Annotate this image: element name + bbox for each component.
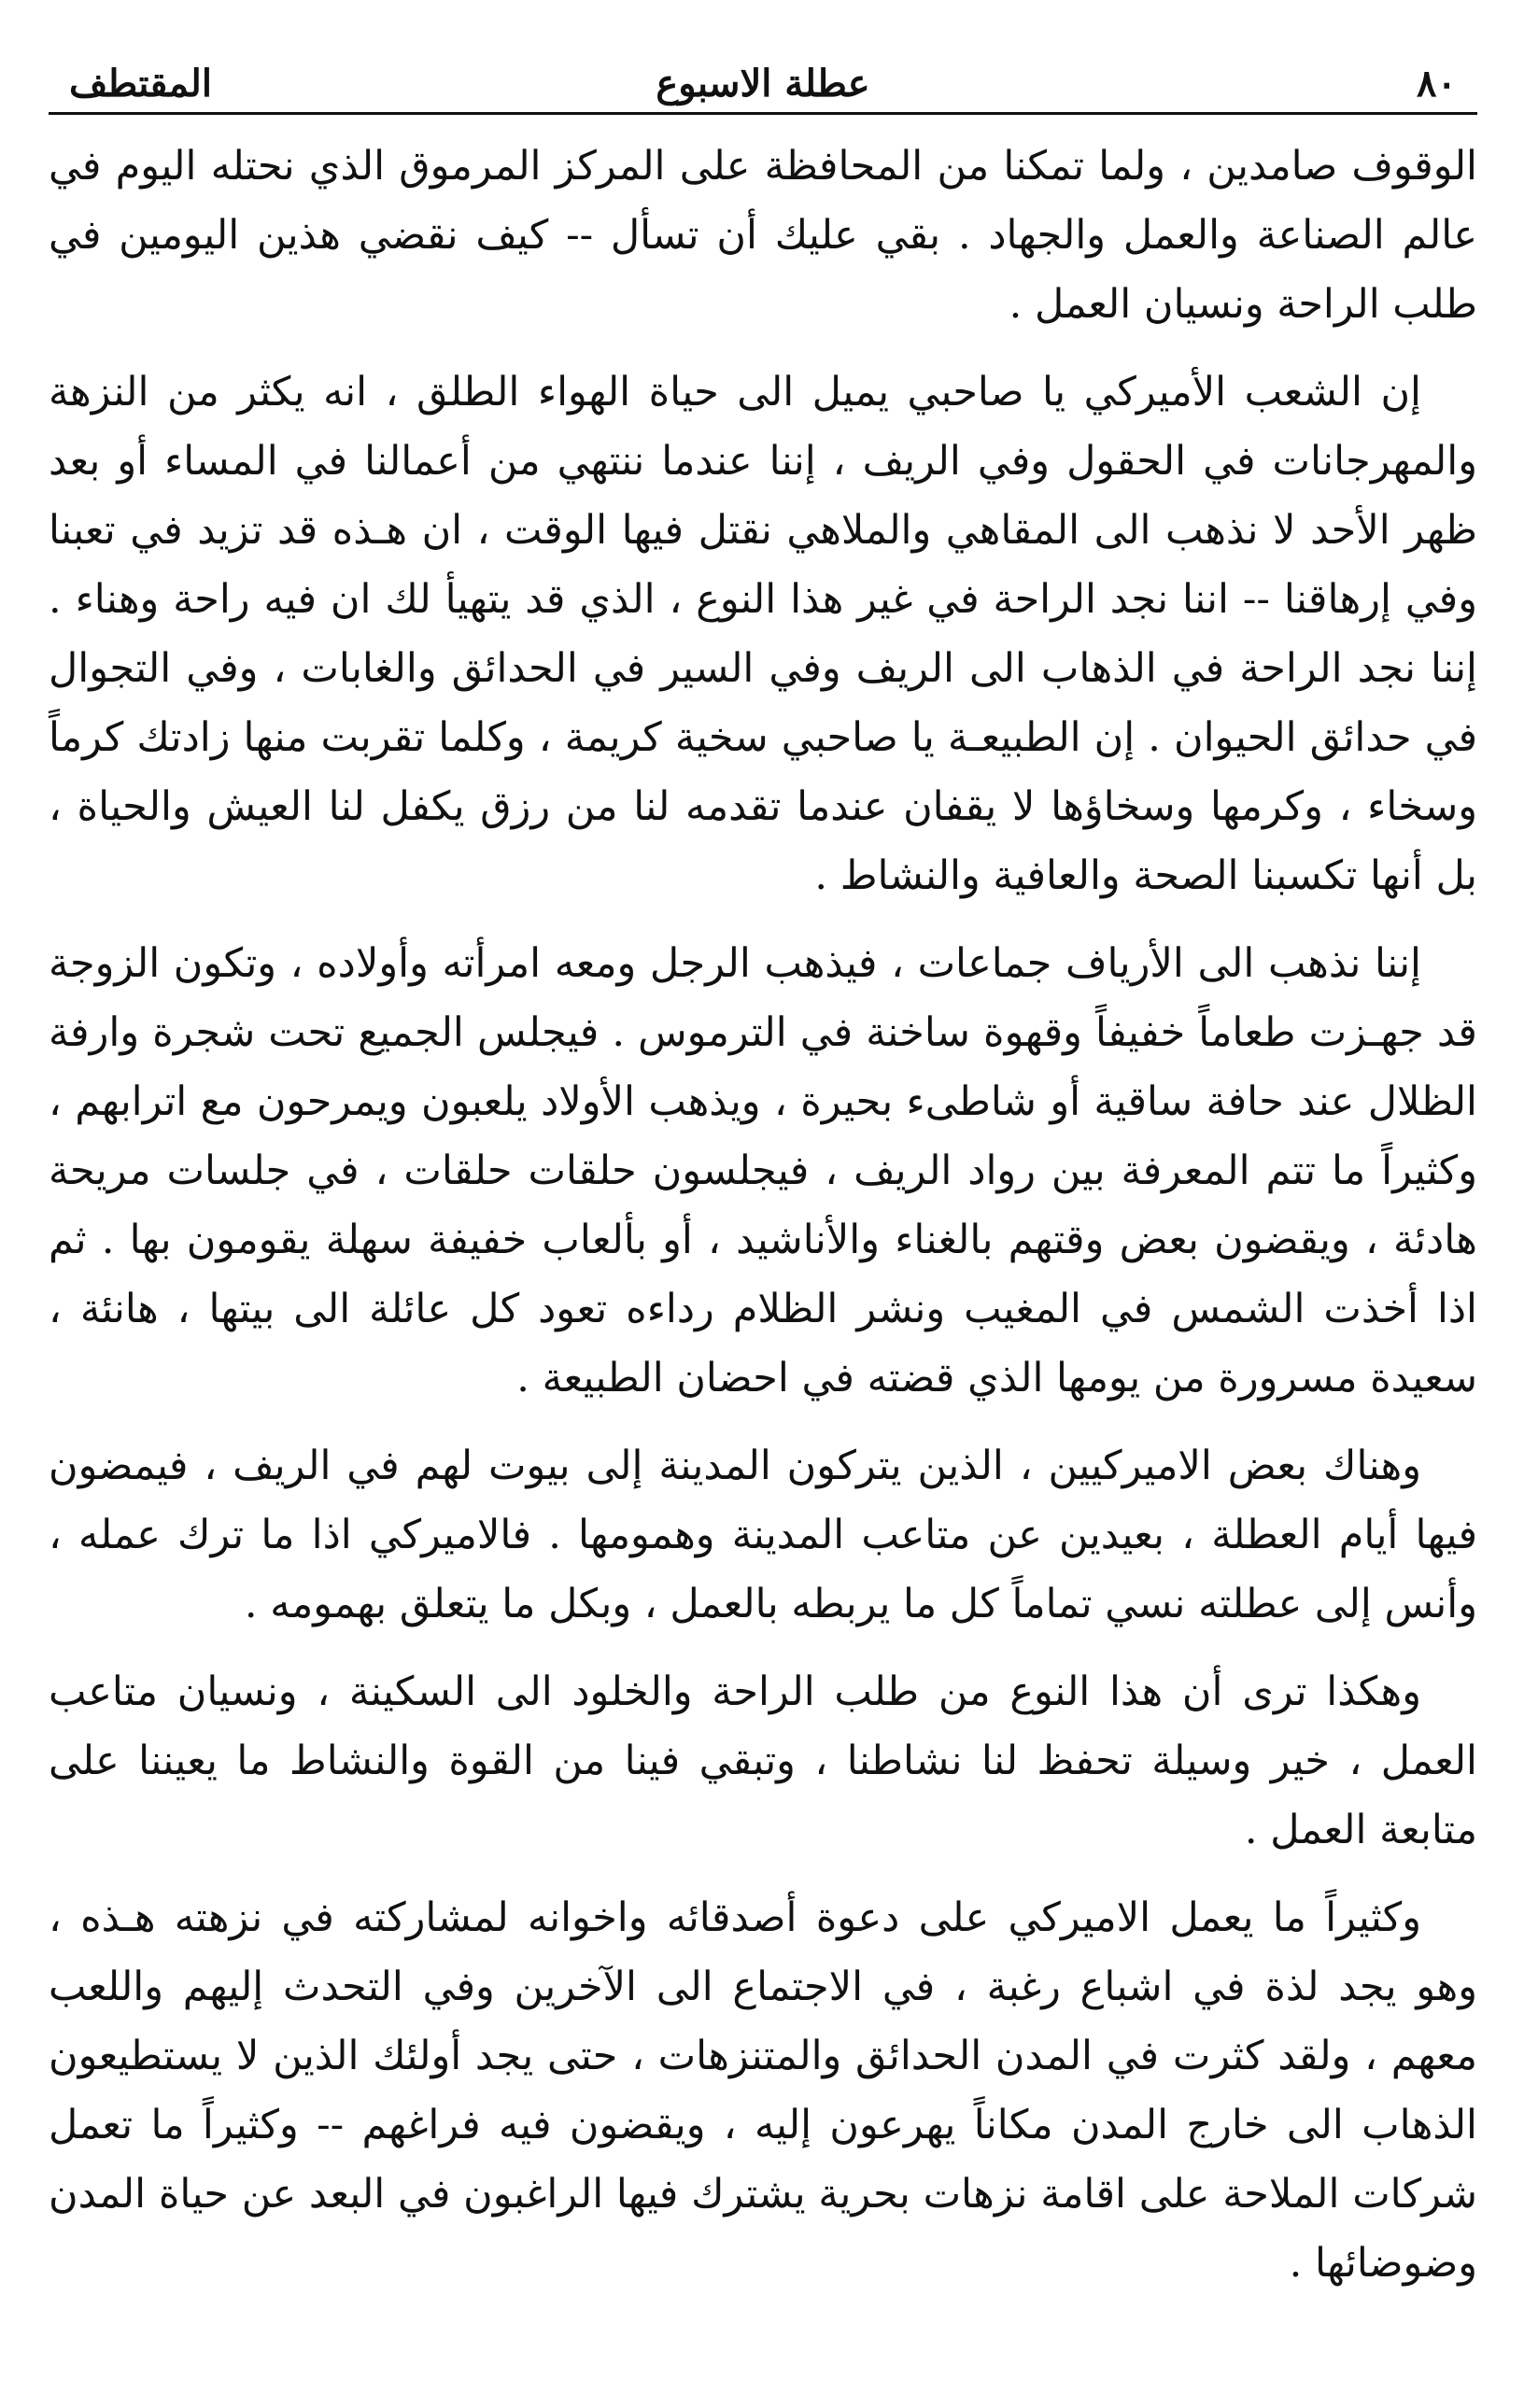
header-rule xyxy=(49,112,1477,115)
paragraph: وهناك بعض الاميركيين ، الذين يتركون المدينة إلى بيوت لهم في الريف ، فيمضون فيها أيام العطلة ، بعيدين عن متاعب المدينة وهمومها . فالاميركي اذا ما ترك عمله ، وأنس إلى عطلته نسي تماماً كل ما يربطه بالعمل ، وبكل ما يتعلق بهمومه . xyxy=(49,1443,1477,1627)
article-body xyxy=(49,132,1477,2298)
running-title: عطلة الاسبوع xyxy=(656,62,870,106)
journal-name: المقتطف xyxy=(69,62,212,106)
paragraph: الوقوف صامدين ، ولما تمكنا من المحافظة على المركز المرموق الذي نحتله اليوم في عالم الصناعة والعمل والجهاد . بقي عليك أن تسأل -- كيف نقضي هذين اليومين في طلب الراحة ونسيان العمل . xyxy=(49,143,1477,328)
paragraph: إن الشعب الأميركي يا صاحبي يميل الى حياة الهواء الطلق ، انه يكثر من النزهة والمهرجانات في الحقول وفي الريف ، إننا عندما ننتهي من أعمالنا في المساء أو بعد ظهر الأحد لا نذهب الى المقاهي والملاهي نقتل فيها الوقت ، ان هـذه قد تزيد في تعبنا وفي إرهاقنا -- اننا نجد الراحة في غير هذا النوع ، الذي قد يتهيأ لك ان فيه راحة وهناء . إننا نجد الراحة في الذهاب الى الريف وفي السير في الحدائق والغابات ، وفي التجوال في حدائق الحيوان . إن الطبيعـة يا صاحبي سخية كريمة ، وكلما تقربت منها زادتك كرماً وسخاء ، وكرمها وسخاؤها لا يقفان عندما تقدمه لنا من رزق يكفل لنا العيش والحياة ، بل أنها تكسبنا الصحة والعافية والنشاط . xyxy=(49,369,1477,899)
running-header xyxy=(49,47,1477,106)
paragraph: وكثيراً ما يعمل الاميركي على دعوة أصدقائه واخوانه لمشاركته في نزهته هـذه ، وهو يجد لذة في اشباع رغبة ، في الاجتماع الى الآخرين وفي التحدث إليهم واللعب معهم ، ولقد كثرت في المدن الحدائق والمتنزهات ، حتى يجد أولئك الذين لا يستطيعون الذهاب الى خارج المدن مكاناً يهرعون إليه ، ويقضون فيه فراغهم -- وكثيراً ما تعمل شركات الملاحة على اقامة نزهات بحرية يشترك فيها الراغبون في البعد عن حياة المدن وضوضائها . xyxy=(49,1894,1477,2287)
paragraph: إننا نذهب الى الأرياف جماعات ، فيذهب الرجل ومعه امرأته وأولاده ، وتكون الزوجة قد جهـزت طعاماً خفيفاً وقهوة ساخنة في الترموس . فيجلس الجميع تحت شجرة وارفة الظلال عند حافة ساقية أو شاطىء بحيرة ، ويذهب الأولاد يلعبون ويمرحون مع اترابهم ، وكثيراً ما تتم المعرفة بين رواد الريف ، فيجلسون حلقات حلقات ، في جلسات مريحة هادئة ، ويقضون بعض وقتهم بالغناء والأناشيد ، أو بألعاب خفيفة سهلة يقومون بها . ثم اذا أخذت الشمس في المغيب ونشر الظلام رداءه تعود كل عائلة الى بيتها ، هانئة ، سعيدة مسرورة من يومها الذي قضته في احضان الطبيعة . xyxy=(49,940,1477,1401)
page-number: ٨٠ xyxy=(1417,62,1457,106)
page xyxy=(49,47,1477,2372)
paragraph: وهكذا ترى أن هذا النوع من طلب الراحة والخلود الى السكينة ، ونسيان متاعب العمل ، خير وسيلة تحفظ لنا نشاطنا ، وتبقي فينا من القوة والنشاط ما يعيننا على متابعة العمل . xyxy=(49,1669,1477,1853)
